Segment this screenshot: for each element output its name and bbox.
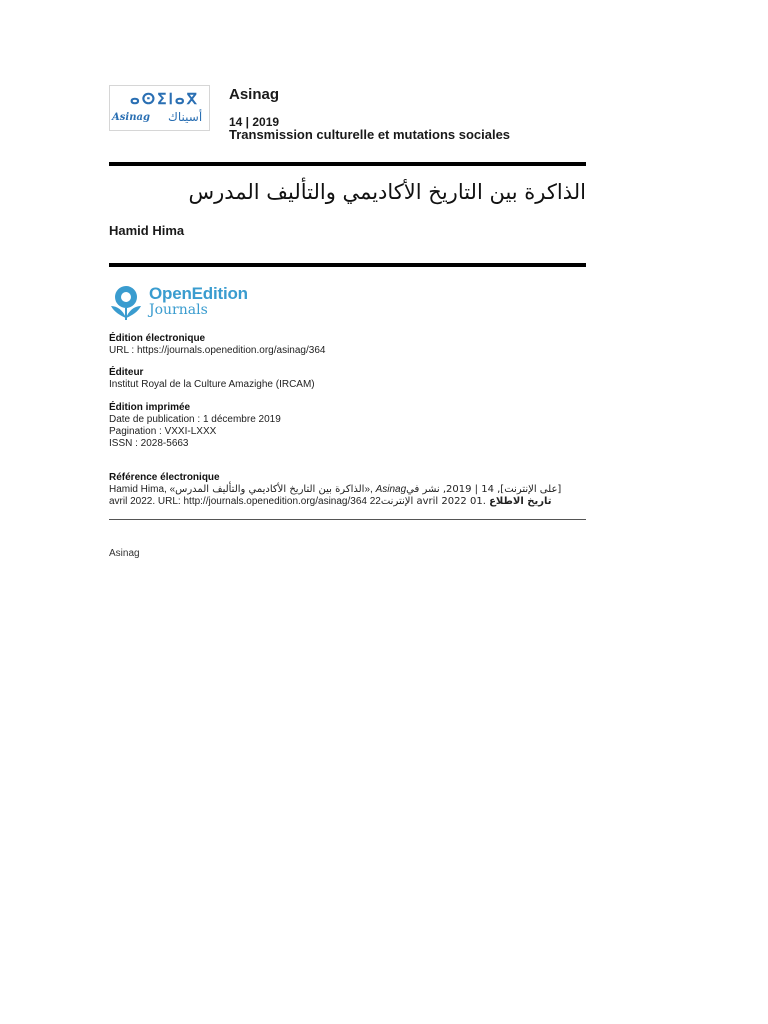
electronic-edition-url[interactable]: URL : https://journals.openedition.org/asinag/364 — [109, 345, 326, 356]
publisher-name: Institut Royal de la Culture Amazighe (IRCAM) — [109, 379, 315, 390]
print-edition-block — [109, 402, 281, 450]
reference-details: [على الإنترنت], 14 | 2019, نشر في — [406, 484, 565, 495]
reference-separator: », — [364, 484, 376, 495]
top-divider — [109, 162, 586, 166]
print-edition-heading: Édition imprimée — [109, 402, 191, 413]
openedition-journals-label: Journals — [149, 302, 208, 318]
openedition-logo — [109, 284, 269, 324]
reference-line-2 — [109, 496, 579, 508]
reference-access-label: تاريخ الاطلاع — [489, 496, 555, 507]
issue-number: 14 | 2019 — [229, 115, 280, 129]
openedition-wordmark: OpenEdition — [149, 284, 248, 303]
article-title: الذاكرة بين التاريخ الأكاديمي والتأليف المدرس — [188, 180, 586, 204]
logo-latin-text: Asinag — [112, 112, 150, 123]
electronic-edition-block — [109, 333, 325, 357]
bottom-divider — [109, 519, 586, 520]
openedition-flower-icon — [109, 284, 145, 322]
publication-date: Date de publication : 1 décembre 2019 — [109, 414, 281, 425]
journal-logo — [109, 85, 210, 131]
publisher-block — [109, 367, 315, 391]
reference-online-date: .avril 2022 01 الإنترنت — [380, 496, 490, 507]
journal-name: Asinag — [229, 86, 280, 103]
pagination: Pagination : VXXI-LXXX — [109, 426, 217, 437]
electronic-edition-heading: Édition électronique — [109, 333, 206, 344]
reference-line-1 — [109, 484, 579, 496]
footer-journal-name: Asinag — [109, 548, 140, 559]
logo-tifinagh-text: ⴰⵙⵉⵏⴰⴳ — [130, 90, 199, 108]
reference-url[interactable]: avril 2022. URL: http://journals.openedition.org/asinag/364 22 — [109, 496, 381, 507]
logo-arabic-text: أسيناك — [168, 110, 203, 124]
reference-author: Hamid Hima, « — [109, 484, 176, 495]
publisher-heading: Éditeur — [109, 367, 144, 378]
electronic-reference-heading: Référence électronique — [109, 472, 220, 483]
issn: ISSN : 2028-5663 — [109, 438, 189, 449]
reference-title: الذاكرة بين التاريخ الأكاديمي والتأليف المدرس — [175, 484, 365, 495]
article-author: Hamid Hima — [109, 223, 185, 238]
middle-divider — [109, 263, 586, 267]
electronic-reference-block — [109, 472, 579, 508]
issue-theme: Transmission culturelle et mutations sociales — [229, 127, 511, 142]
reference-journal: Asinag — [375, 484, 407, 495]
